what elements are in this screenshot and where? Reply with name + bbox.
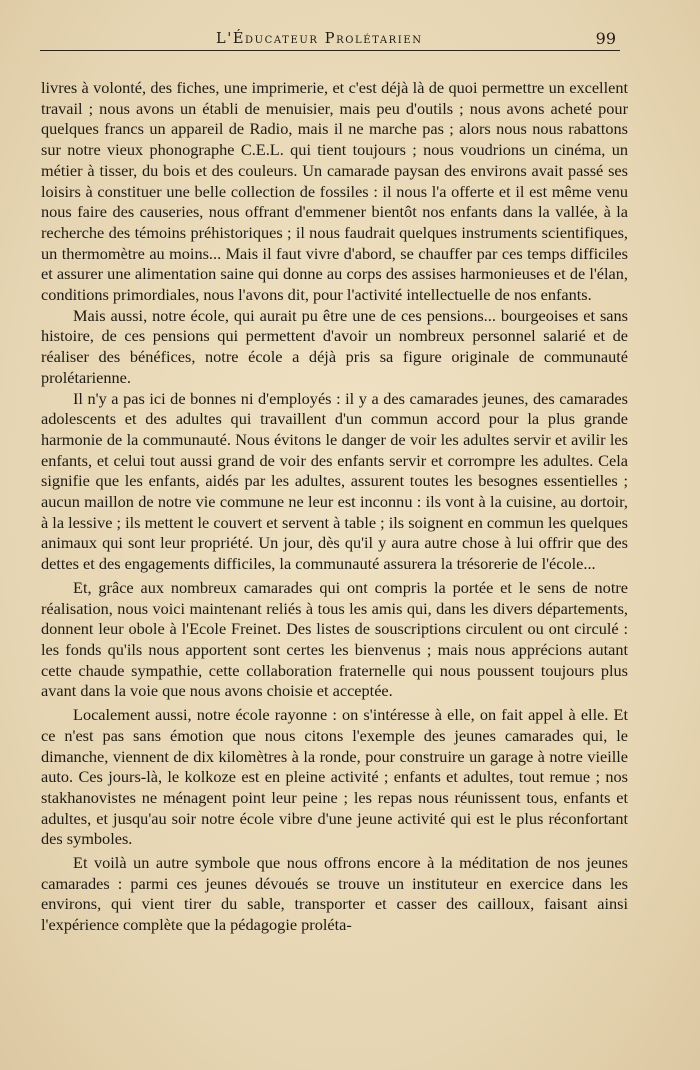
body-text (41, 78, 628, 936)
paragraph: Il n'y a pas ici de bonnes ni d'employés : il y a des camarades jeunes, des camarades adolescents et des adultes qui travaillent d'un commun accord pour la plus grande harmonie de la communauté. Nous évitons le danger de voir les adultes servir et avilir les enfants, et celui tout aussi grand de voir des enfants servir et corrompre les adultes. Cela signifie que les enfants, aidés par les adultes, assurent toutes les besognes essentielles ; aucun maillon de notre vie commune ne leur est inconnu : ils vont à la cuisine, au dortoir, à la lessive ; ils mettent le couvert et servent à table ; ils soignent en commun les quelques animaux qui sont leur propriété. Un jour, dès qu'il y aura autre chose à lui offrir que des dettes et des engagements difficiles, la communauté assurera la trésorerie de l'école... (41, 388, 628, 574)
page-number: 99 (595, 29, 616, 48)
paragraph: Mais aussi, notre école, qui aurait pu être une de ces pensions... bourgeoises et sans histoire, de ces pensions qui permettent d'avoir un nombreux personnel salarié et de réaliser des bénéfices, notre école a déjà pris sa figure originale de communauté prolétarienne. (41, 305, 628, 387)
paragraph: Localement aussi, notre école rayonne : on s'intéresse à elle, on fait appel à elle. Et ce n'est pas sans émotion que nous citons l'exemple des jeunes camarades qui, le dimanche, viennent de dix kilomètres à la ronde, pour construire un garage à notre vieille auto. Ces jours-là, le kolkoze est en pleine activité ; enfants et adultes, tout remue ; nos stakhanovistes ne ménagent point leur peine ; les repas nous réunissent tous, enfants et adultes, et jusqu'au soir notre école vibre d'une jeune activité qui est le plus réconfortant des symboles. (41, 705, 628, 849)
paragraph: livres à volonté, des fiches, une imprimerie, et c'est déjà là de quoi permettre un excellent travail ; nous avons un établi de menuisier, mais peu d'outils ; nous avons acheté pour quelques francs un appareil de Radio, mais il ne marche pas ; alors nous nous rabattons sur notre vieux phonographe C.E.L. qui tient toujours ; nous voudrions un cinéma, un métier à tisser, du bois et des couleurs. Un camarade paysan des environs avait passé ses loisirs à constituer une belle collection de fossiles : il nous l'a offerte et il est même venu nous faire des causeries, nous offrant d'emmener bientôt nos enfants dans la vallée, à la recherche des témoins préhistoriques ; il nous faudrait quelques instruments scientifiques, un thermomètre au moins... Mais il faut vivre d'abord, se chauffer par ces temps difficiles et assurer une alimentation saine qui donne au corps des assises harmonieuses et de l'élan, conditions primordiales, nous l'avons dit, pour l'activité intellectuelle de nos enfants. (41, 78, 628, 305)
running-head: L'Éducateur Prolétarien (216, 31, 423, 47)
paragraph: Et, grâce aux nombreux camarades qui ont compris la portée et le sens de notre réalisation, nous voici maintenant reliés à tous les amis qui, dans les divers départements, donnent leur obole à l'Ecole Freinet. Des listes de souscriptions circulent ou ont circulé : les fonds qu'ils nous apportent sont certes les bienvenus ; mais nous apprécions autant cette chaude sympathie, cette collaboration fraternelle qui nous poussent toujours plus avant dans la voie que nous avons choisie et acceptée. (41, 577, 628, 701)
paragraph: Et voilà un autre symbole que nous offrons encore à la méditation de nos jeunes camarades : parmi ces jeunes dévoués se trouve un instituteur en exercice dans les environs, qui vient tirer du sable, transporter et casser des cailloux, faisant ainsi l'expérience complète que la pédagogie proléta- (41, 853, 628, 935)
page-header (40, 24, 620, 51)
